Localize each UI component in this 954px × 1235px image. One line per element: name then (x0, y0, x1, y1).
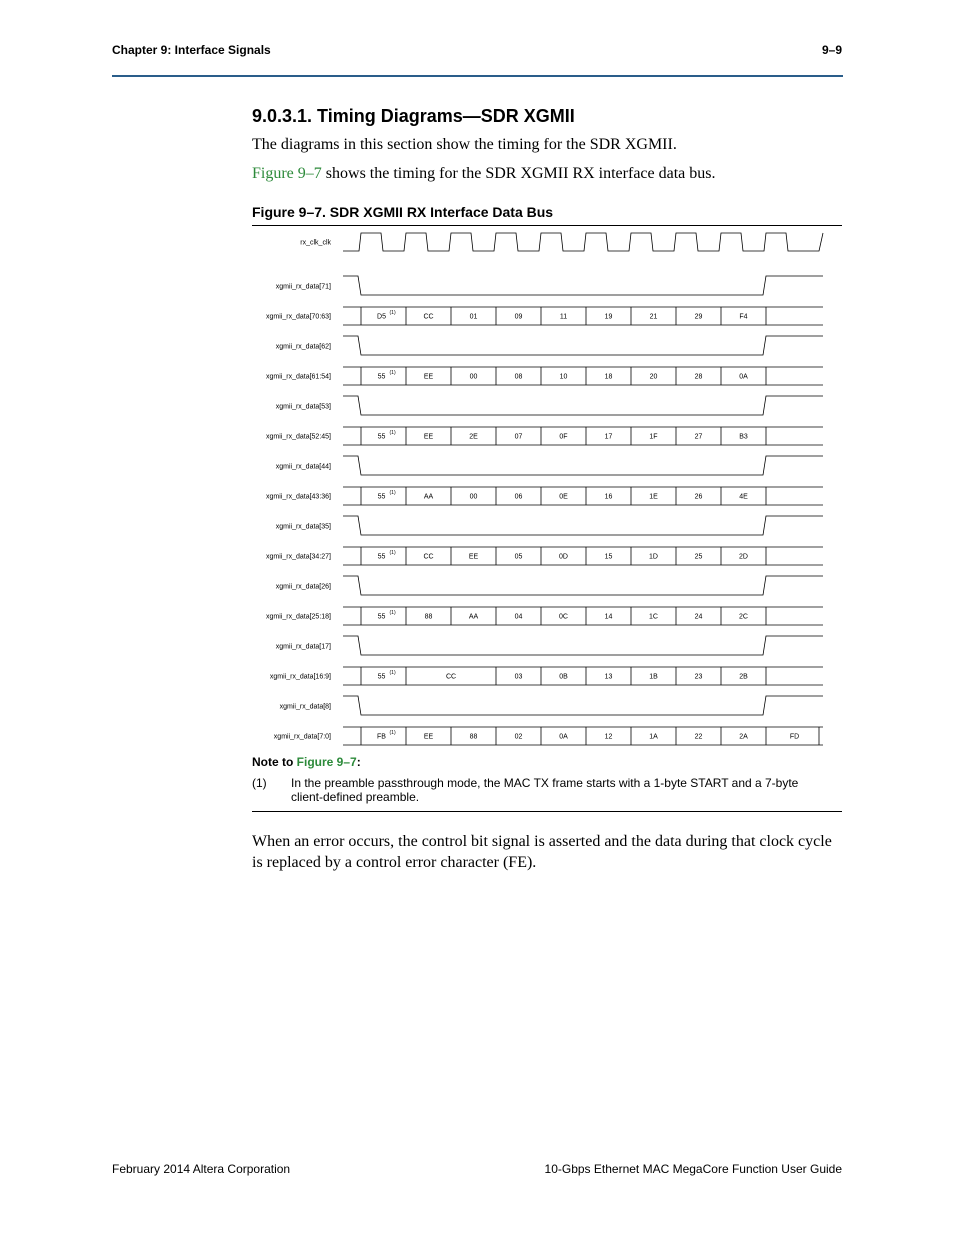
bus-value: 25 (694, 553, 703, 561)
bus-value: 88 (469, 733, 478, 741)
footnote-mark: (1) (389, 670, 396, 676)
footnote-mark: (1) (389, 490, 396, 496)
control-waveform (343, 696, 823, 715)
bus-value: CC (423, 313, 434, 321)
footer-guide-title: 10-Gbps Ethernet MAC MegaCore Function User Guide (544, 1162, 842, 1176)
signal-label: xgmii_rx_data[25:18] (266, 613, 331, 621)
figure-link[interactable]: Figure 9–7 (252, 165, 322, 182)
bus-value: CC (423, 553, 434, 561)
bus-value: 09 (514, 313, 523, 321)
bus-value: 1B (649, 673, 658, 681)
bus-value: 24 (694, 613, 703, 621)
bus-value: 55 (377, 613, 386, 621)
bus-value: 2B (739, 673, 748, 681)
bus-value: 28 (694, 373, 703, 381)
control-waveform (343, 276, 823, 295)
figure-caption: Figure 9–7. SDR XGMII RX Interface Data Bus (252, 204, 554, 220)
footnote-mark: (1) (389, 550, 396, 556)
figure-rule-bottom (252, 811, 842, 812)
bus-value: 88 (424, 613, 433, 621)
signal-label: xgmii_rx_data[61:54] (266, 373, 331, 381)
footnote-mark: (1) (389, 310, 396, 316)
note-heading-prefix: Note to (252, 755, 297, 769)
figure-reference-text: shows the timing for the SDR XGMII RX interface data bus. (321, 165, 716, 182)
footnote-mark: (1) (389, 370, 396, 376)
bus-value: 02 (514, 733, 523, 741)
signal-label: xgmii_rx_data[52:45] (266, 433, 331, 441)
clock-label: rx_clk_clk (300, 239, 331, 247)
bus-value: D5 (377, 313, 386, 321)
bus-value: 18 (604, 373, 613, 381)
bus-value: 22 (694, 733, 703, 741)
signal-label: xgmii_rx_data[43:36] (266, 493, 331, 501)
bus-value: 1C (649, 613, 658, 621)
bus-value: 16 (604, 493, 613, 501)
bus-value: 26 (694, 493, 703, 501)
signal-label: xgmii_rx_data[26] (275, 583, 331, 591)
bus-value: 29 (694, 313, 703, 321)
bus-value: 1D (649, 553, 658, 561)
section-title: 9.0.3.1. Timing Diagrams—SDR XGMII (252, 106, 575, 126)
signal-label: xgmii_rx_data[62] (275, 343, 331, 351)
bus-value: EE (423, 733, 434, 741)
bus-value: 1A (649, 733, 658, 741)
signal-label: xgmii_rx_data[17] (275, 643, 331, 651)
bus-value: 15 (604, 553, 613, 561)
control-waveform (343, 396, 823, 415)
bus-value: 04 (514, 613, 523, 621)
bus-value: FB (377, 733, 386, 741)
bus-value: 08 (514, 373, 523, 381)
signal-label: xgmii_rx_data[70:63] (266, 313, 331, 321)
bus-value: 2C (739, 613, 748, 621)
bus-value: 55 (377, 493, 386, 501)
bus-value: 10 (559, 373, 568, 381)
note-figure-link[interactable]: Figure 9–7 (296, 755, 357, 769)
bus-value: 0D (559, 553, 568, 561)
bus-value: 27 (694, 433, 703, 441)
bus-value: 55 (377, 433, 386, 441)
bus-value: 0A (559, 733, 568, 741)
signal-label: xgmii_rx_data[71] (275, 283, 331, 291)
signal-label: xgmii_rx_data[16:9] (269, 673, 331, 681)
error-paragraph: When an error occurs, the control bit signal is asserted and the data during that clock cycle is replaced by a control error character (FE). (252, 833, 832, 871)
bus-value: 0C (559, 613, 568, 621)
bus-value: 03 (514, 673, 523, 681)
control-waveform (343, 336, 823, 355)
bus-value: 4E (739, 493, 748, 501)
bus-value: AA (423, 493, 434, 501)
bus-value: 0E (559, 493, 568, 501)
note-heading-suffix: : (356, 755, 361, 769)
page-number: 9–9 (821, 43, 842, 57)
signal-label: xgmii_rx_data[53] (275, 403, 331, 411)
chapter-header: Chapter 9: Interface Signals (112, 43, 271, 57)
signal-label: xgmii_rx_data[35] (275, 523, 331, 531)
bus-value: 0A (739, 373, 748, 381)
bus-value: 1F (649, 433, 658, 441)
bus-value: 20 (649, 373, 658, 381)
note-text: In the preamble passthrough mode, the MAC TX frame starts with a 1-byte START and a 7-byte client-defined preamble. (291, 776, 799, 804)
bus-value: 21 (649, 313, 658, 321)
intro-paragraph: The diagrams in this section show the timing for the SDR XGMII. (252, 136, 677, 153)
bus-value: 55 (377, 553, 386, 561)
signal-label: xgmii_rx_data[7:0] (273, 733, 331, 741)
bus-value: 55 (377, 373, 386, 381)
bus-value: 06 (514, 493, 523, 501)
bus-value: 05 (514, 553, 523, 561)
control-waveform (343, 516, 823, 535)
bus-value: 0B (559, 673, 568, 681)
clock-waveform (343, 233, 823, 251)
bus-value: CC (445, 673, 457, 681)
signal-label: xgmii_rx_data[8] (279, 703, 331, 711)
bus-value: 2D (739, 553, 748, 561)
bus-value: EE (468, 553, 479, 561)
bus-value: 1E (649, 493, 658, 501)
bus-value: F4 (739, 313, 748, 321)
bus-value: FD (789, 733, 800, 741)
signal-label: xgmii_rx_data[34:27] (266, 553, 331, 561)
bus-value: 2A (739, 733, 748, 741)
control-waveform (343, 576, 823, 595)
bus-value: 2E (469, 433, 478, 441)
footnote-mark: (1) (389, 730, 396, 736)
footnote-mark: (1) (389, 430, 396, 436)
footer-date-company: February 2014 Altera Corporation (112, 1162, 291, 1176)
bus-value: 55 (377, 673, 386, 681)
bus-value: 07 (514, 433, 523, 441)
bus-value: 23 (694, 673, 703, 681)
bus-value: 12 (604, 733, 613, 741)
control-waveform (343, 456, 823, 475)
bus-value: 00 (469, 373, 478, 381)
bus-value: 00 (469, 493, 478, 501)
bus-value: 01 (469, 313, 478, 321)
bus-value: EE (423, 373, 434, 381)
bus-value: EE (423, 433, 434, 441)
control-waveform (343, 636, 823, 655)
footnote-mark: (1) (389, 610, 396, 616)
note-number: (1) (252, 776, 267, 790)
bus-value: 17 (604, 433, 613, 441)
bus-value: 19 (604, 313, 613, 321)
bus-value: 0F (559, 433, 568, 441)
bus-value: 11 (559, 313, 568, 321)
signal-label: xgmii_rx_data[44] (275, 463, 331, 471)
bus-value: B3 (739, 433, 748, 441)
bus-value: AA (468, 613, 479, 621)
note-heading (252, 755, 361, 769)
bus-value: 14 (604, 613, 613, 621)
bus-value: 13 (604, 673, 613, 681)
